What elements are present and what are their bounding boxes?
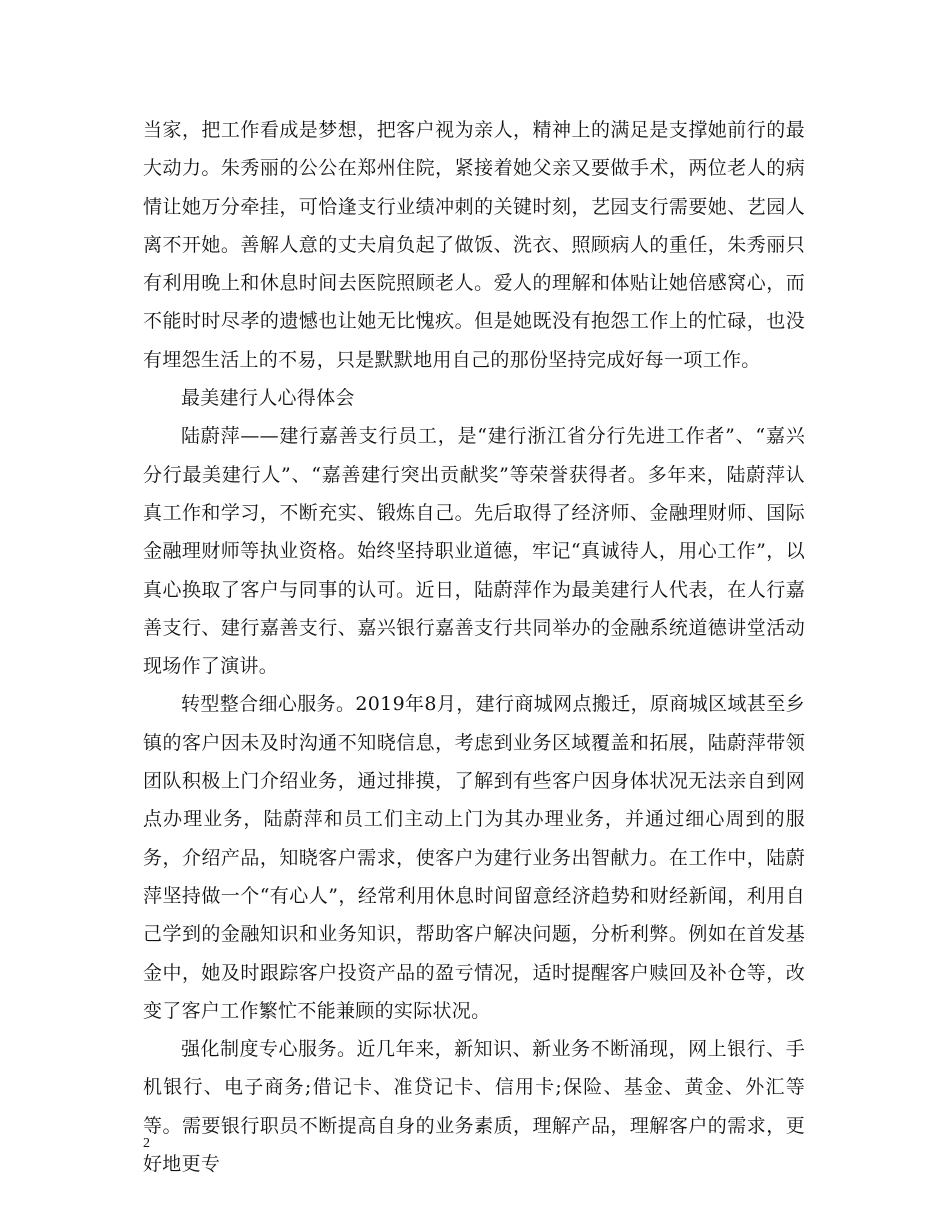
document-body: [143, 111, 805, 1183]
paragraph-1: 当家，把工作看成是梦想，把客户视为亲人，精神上的满足是支撑她前行的最大动力。朱秀丽的公公在郑州住院，紧接着她父亲又要做手术，两位老人的病情让她万分牵挂，可恰逢支行业绩冲刺的关键时刻，艺园支行需要她、艺园人离不开她。善解人意的丈夫肩负起了做饭、洗衣、照顾病人的重任，朱秀丽只有利用晚上和休息时间去医院照顾老人。爱人的理解和体贴让她倍感窝心，而不能时时尽孝的遗憾也让她无比愧疚。但是她既没有抱怨工作上的忙碌，也没有埋怨生活上的不易，只是默默地用自己的那份坚持完成好每一项工作。: [143, 119, 805, 371]
paragraph-2: 陆蔚萍——建行嘉善支行员工，是“建行浙江省分行先进工作者”、“嘉兴分行最美建行人”、“嘉善建行突出贡献奖”等荣誉获得者。多年来，陆蔚萍认真工作和学习，不断充实、锻炼自己。先后取得了经济师、金融理财师、国际金融理财师等执业资格。始终坚持职业道德，牢记“真诚待人，用心工作”，以真心换取了客户与同事的认可。近日，陆蔚萍作为最美建行人代表，在人行嘉善支行、建行嘉善支行、嘉兴银行嘉善支行共同举办的金融系统道德讲堂活动现场作了演讲。: [143, 425, 805, 678]
paragraph-3: 转型整合细心服务。2019年8月，建行商城网点搬迁，原商城区域甚至乡镇的客户因未及时沟通不知晓信息，考虑到业务区域覆盖和拓展，陆蔚萍带领团队积极上门介绍业务，通过排摸，了解到有些客户因身体状况无法亲自到网点办理业务，陆蔚萍和员工们主动上门为其办理业务，并通过细心周到的服务，介绍产品，知晓客户需求，使客户为建行业务出智献力。在工作中，陆蔚萍坚持做一个“有心人”，经常利用休息时间留意经济趋势和财经新闻，利用自己学到的金融知识和业务知识，帮助客户解决问题，分析利弊。例如在首发基金中，她及时跟踪客户投资产品的盈亏情况，适时提醒客户赎回及补仓等，改变了客户工作繁忙不能兼顾的实际状况。: [143, 693, 805, 1022]
paragraph-4: 强化制度专心服务。近几年来，新知识、新业务不断涌现，网上银行、手机银行、电子商务;借记卡、准贷记卡、信用卡;保险、基金、黄金、外汇等等。需要银行职员不断提高自身的业务素质，理解产品，理解客户的需求，更好地更专: [143, 1038, 805, 1176]
page-number: 2: [143, 1136, 150, 1151]
section-heading: 最美建行人心得体会: [181, 387, 355, 410]
